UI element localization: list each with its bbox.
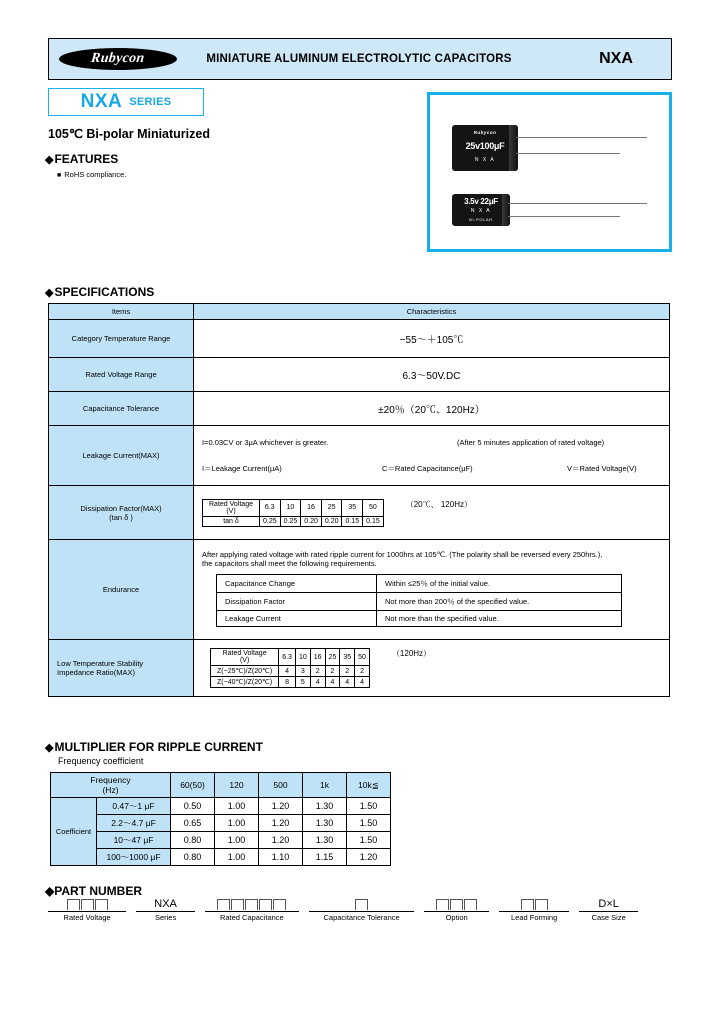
endurance-item-2: Leakage Current [217,611,377,627]
part-number-heading-label: PART NUMBER [54,884,143,898]
ripple-value-0-4: 1.50 [347,798,391,815]
part-number-label-lead-forming: Lead Forming [499,911,569,922]
row-value-leakage-current [194,426,670,486]
product-photo-box [427,92,672,252]
endurance-intro-line2: the capacitors shall meet the following requirements. [202,559,377,568]
ripple-freq-1: 120 [215,773,259,798]
ripple-subheading: Frequency coefficient [58,756,144,766]
table-row [217,575,622,593]
table-row [211,666,370,677]
impedance-voltage-5: 50 [355,649,370,666]
impedance-voltage-4: 35 [340,649,355,666]
capacitor-1-body [452,125,518,171]
ripple-value-3-3: 1.15 [303,849,347,866]
ripple-value-1-4: 1.50 [347,815,391,832]
dissipation-tand-0: 0.25 [259,516,280,526]
impedance-voltage-3: 25 [325,649,340,666]
impedance-row1-1: 3 [295,666,310,677]
ripple-value-3-1: 1.00 [215,849,259,866]
impedance-note: （120Hz） [391,649,432,658]
part-number-label-capacitance-tolerance: Capacitance Tolerance [309,911,415,922]
low-temp-label-line2: Impedance Ratio(MAX) [57,668,135,677]
row-label-endurance: Endurance [49,540,194,640]
bullet-icon: ■ [57,172,62,179]
row-value-dissipation-factor [194,486,670,540]
part-number-label-option: Option [424,911,489,922]
impedance-row1-0: 4 [279,666,296,677]
ripple-head-frequency [51,773,171,798]
row-label-dissipation-factor [49,486,194,540]
ripple-range-2: 10～47 μF [97,832,171,849]
ripple-freq-0: 60(50) [171,773,215,798]
row-value-capacitance-tolerance: ±20％（20℃、120Hz） [194,392,670,426]
ripple-value-3-2: 1.10 [259,849,303,866]
row-value-category-temperature-range: −55～＋105℃ [194,320,670,358]
impedance-ratio-table [210,648,370,688]
ripple-freq-4: 10k≦ [347,773,391,798]
table-row [51,815,391,832]
diamond-bullet-icon: ◆ [45,884,55,898]
impedance-head-voltage [211,649,279,666]
dissipation-head-voltage [203,499,260,516]
dissipation-head-voltage-line1: Rated Voltage [209,500,253,508]
part-number-boxes-option [424,898,489,910]
dissipation-label-line2: (tan δ ) [109,512,133,522]
row-value-low-temperature-stability [194,640,670,697]
part-number-label-rated-voltage: Rated Voltage [48,911,126,922]
part-number-boxes-rated-voltage [48,898,126,910]
ripple-range-1: 2.2～4.7 μF [97,815,171,832]
series-badge [48,88,204,116]
dissipation-head-voltage-line2: (V) [226,507,236,515]
dissipation-head-tand: tan δ [203,516,260,526]
ripple-range-3: 100～1000 μF [97,849,171,866]
ripple-value-2-0: 0.80 [171,832,215,849]
capacitor-2-lead-2 [508,216,620,217]
ripple-value-1-1: 1.00 [215,815,259,832]
part-number-group-lead-forming [499,898,569,922]
low-temp-label-line1: Low Temperature Stability [57,659,144,668]
features-heading-label: FEATURES [54,152,119,166]
table-row [49,540,670,640]
part-number-label-rated-capacitance: Rated Capacitance [205,911,299,922]
impedance-row2-4: 4 [340,677,355,688]
impedance-row1-5: 2 [355,666,370,677]
ripple-value-3-0: 0.80 [171,849,215,866]
ripple-value-0-1: 1.00 [215,798,259,815]
ripple-value-2-2: 1.20 [259,832,303,849]
dissipation-tand-1: 0.25 [280,516,301,526]
dissipation-tand-5: 0.15 [363,516,384,526]
endurance-req-0: Within ≤25％ of the initial value. [377,575,622,593]
impedance-row1-4: 2 [340,666,355,677]
logo-text: Rubycon [90,51,146,66]
header-series-code: NXA [599,50,633,67]
specifications-heading-label: SPECIFICATIONS [54,285,155,299]
table-row [203,499,384,516]
table-row [51,849,391,866]
part-number-heading [45,884,142,898]
table-row [49,392,670,426]
ripple-range-0: 0.47～1 μF [97,798,171,815]
impedance-head-line1: Rated Voltage [222,650,267,657]
capacitor-2-body [452,194,510,226]
part-number-group-rated-capacitance [205,898,299,922]
endurance-item-0: Capacitance Change [217,575,377,593]
capacitor-2-note: BI-POLAR [469,217,493,222]
row-value-endurance [194,540,670,640]
impedance-voltage-0: 6.3 [279,649,296,666]
ripple-coefficient-label: Coefficient [51,798,97,866]
impedance-row2-2: 4 [310,677,325,688]
dissipation-voltage-1: 10 [280,499,301,516]
table-row [217,593,622,611]
ripple-head-frequency-line2: (Hz) [102,785,119,795]
table-row [49,426,670,486]
series-badge-word: SERIES [129,96,172,108]
part-number-value-case-size: D×L [598,898,619,910]
dissipation-label-line1: Dissipation Factor(MAX) [80,503,162,513]
impedance-row2-label: Z(−40℃)/Z(20℃) [211,677,279,688]
ripple-value-0-0: 0.50 [171,798,215,815]
row-label-low-temperature-stability [49,640,194,697]
part-number-group-option [424,898,489,922]
dissipation-voltage-3: 25 [321,499,342,516]
impedance-row2-0: 8 [279,677,296,688]
part-number-group-rated-voltage [48,898,126,922]
dissipation-factor-table [202,499,384,527]
leakage-def-v: V＝Rated Voltage(V) [567,463,637,473]
table-row [49,640,670,697]
part-number-label-case-size: Case Size [579,911,638,922]
endurance-item-1: Dissipation Factor [217,593,377,611]
table-row [49,486,670,540]
impedance-row1-label: Z(−25℃)/Z(20℃) [211,666,279,677]
ripple-value-1-3: 1.30 [303,815,347,832]
leakage-formula: I=0.03CV or 3μA whichever is greater. [202,437,329,447]
capacitor-1-series: N X A [474,157,496,163]
ripple-value-0-2: 1.20 [259,798,303,815]
row-label-capacitance-tolerance: Capacitance Tolerance [49,392,194,426]
dissipation-tand-2: 0.20 [301,516,322,526]
page-header [48,38,672,80]
part-number-group-capacitance-tolerance [309,898,415,922]
ripple-head-frequency-line1: Frequency [90,775,131,785]
part-number-boxes-lead-forming [499,898,569,910]
part-number-boxes-capacitance-tolerance [309,898,415,910]
endurance-req-2: Not more than the specified value. [377,611,622,627]
capacitor-2-lead-1 [508,203,647,204]
features-heading [45,152,118,166]
col-header-characteristics: Characteristics [194,304,670,320]
part-number-group-series [136,898,195,922]
row-label-leakage-current: Leakage Current(MAX) [49,426,194,486]
ripple-value-2-1: 1.00 [215,832,259,849]
table-row [49,320,670,358]
impedance-head-line2: (V) [239,657,250,664]
table-row [203,516,384,526]
dissipation-voltage-4: 35 [342,499,363,516]
leakage-def-c: C＝Rated Capacitance(μF) [382,463,473,473]
frequency-coefficient-table [50,772,391,866]
dissipation-tand-3: 0.20 [321,516,342,526]
diamond-bullet-icon: ◆ [45,742,54,754]
capacitor-1-lead-2 [516,153,620,154]
ripple-freq-2: 500 [259,773,303,798]
part-number-group-case-size [579,898,638,922]
dissipation-note: （20℃、 120Hz） [405,499,472,509]
ripple-value-2-4: 1.50 [347,832,391,849]
capacitor-1-rating: 25v100μF [465,141,505,151]
impedance-row2-5: 4 [355,677,370,688]
ripple-heading [45,740,263,754]
table-row [51,832,391,849]
endurance-intro-line1: After applying rated voltage with rated ripple current for 1000hrs at 105℃. (The polarity shall be reversed every 250hrs.), [202,550,603,559]
part-number-diagram [48,898,648,922]
ripple-value-1-0: 0.65 [171,815,215,832]
col-header-items: Items [49,304,194,320]
ripple-value-2-3: 1.30 [303,832,347,849]
rubycon-logo [59,48,177,70]
endurance-req-1: Not more than 200％ of the specified value. [377,593,622,611]
specifications-table [48,303,670,697]
ripple-value-3-4: 1.20 [347,849,391,866]
row-value-rated-voltage-range: 6.3～50V.DC [194,358,670,392]
capacitor-2-rating: 3.5v 22μF [464,197,498,206]
dissipation-voltage-5: 50 [363,499,384,516]
dissipation-tand-4: 0.15 [342,516,363,526]
diamond-bullet-icon: ◆ [45,287,54,299]
leakage-def-i: I＝Leakage Current(μA) [202,463,282,473]
series-badge-name: NXA [80,91,123,112]
table-row [211,677,370,688]
impedance-row1-2: 2 [310,666,325,677]
table-row [217,611,622,627]
impedance-row2-1: 5 [295,677,310,688]
endurance-requirements-table [216,574,622,627]
capacitor-1-brand: Rubycon [473,130,497,135]
impedance-row2-3: 4 [325,677,340,688]
row-label-rated-voltage-range: Rated Voltage Range [49,358,194,392]
diamond-bullet-icon: ◆ [45,154,54,166]
capacitor-2-series: N X A [470,208,492,214]
capacitor-1-lead-1 [516,137,647,138]
feature-item-label: RoHS compliance. [64,170,127,179]
dissipation-voltage-2: 16 [301,499,322,516]
specifications-heading [45,285,154,299]
page-subtitle: 105℃ Bi-polar Miniaturized [48,127,210,141]
table-row [211,649,370,666]
impedance-voltage-1: 10 [295,649,310,666]
ripple-value-1-2: 1.20 [259,815,303,832]
part-number-label-series: Series [136,911,195,922]
table-row [51,798,391,815]
table-row [51,773,391,798]
row-label-category-temperature-range: Category Temperature Range [49,320,194,358]
ripple-value-0-3: 1.30 [303,798,347,815]
ripple-heading-label: MULTIPLIER FOR RIPPLE CURRENT [54,740,263,754]
leakage-condition: (After 5 minutes application of rated voltage) [457,437,605,447]
ripple-freq-3: 1k [303,773,347,798]
dissipation-voltage-0: 6.3 [259,499,280,516]
impedance-voltage-2: 16 [310,649,325,666]
header-title: MINIATURE ALUMINUM ELECTROLYTIC CAPACITORS [206,53,512,65]
feature-item-rohs [57,170,126,179]
table-row [49,358,670,392]
specifications-table-header [49,304,670,320]
impedance-row1-3: 2 [325,666,340,677]
part-number-value-series: NXA [154,898,177,910]
part-number-boxes-rated-capacitance [205,898,299,910]
